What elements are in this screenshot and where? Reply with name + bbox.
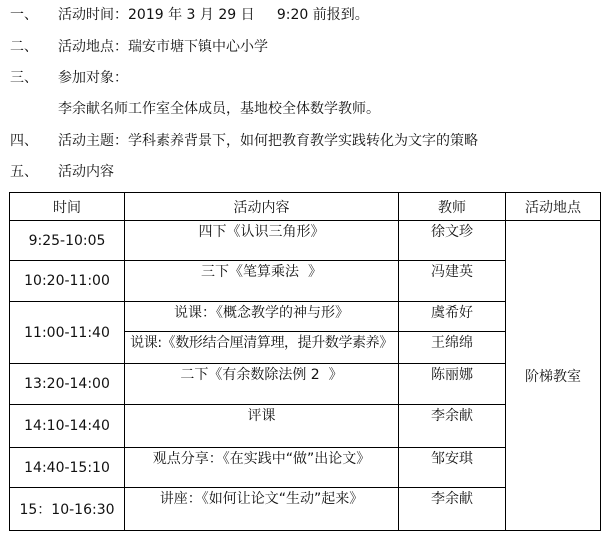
item-text: 活动地点：瑞安市塘下镇中心小学: [58, 39, 268, 55]
item-number: 一、: [10, 7, 38, 23]
header-content: 活动内容: [125, 193, 399, 221]
header-time: 时间: [10, 193, 125, 221]
cell-teacher: 邹安琪: [399, 448, 506, 488]
cell-teacher: 虞希好: [399, 302, 506, 332]
cell-teacher: 陈丽娜: [399, 364, 506, 405]
table-header-row: [10, 193, 601, 221]
cell-time: 15：10-16:30: [10, 488, 125, 531]
cell-teacher: 冯建英: [399, 261, 506, 302]
cell-content: 观点分享：《在实践中“做”出论文》: [125, 448, 399, 488]
item-text: 活动时间：2019 年 3 月 29 日 9:20 前报到。: [58, 7, 369, 23]
cell-content: 四下《认识三角形》: [125, 221, 399, 261]
item-number: 四、: [10, 133, 38, 149]
cell-content: 说课:《数形结合厘清算理，提升数学素养》: [125, 332, 399, 364]
table-row: [10, 221, 601, 261]
header-teacher: 教师: [399, 193, 506, 221]
cell-content: 三下《笔算乘法 》: [125, 261, 399, 302]
cell-time: 9:25-10:05: [10, 221, 125, 261]
cell-time: 10:20-11:00: [10, 261, 125, 302]
cell-teacher: 李余献: [399, 405, 506, 448]
cell-content: 讲座：《如何让论文“生动”起来》: [125, 488, 399, 531]
cell-teacher: 王绵绵: [399, 332, 506, 364]
cell-venue: 阶梯教室: [506, 221, 601, 531]
cell-teacher: 李余献: [399, 488, 506, 531]
item-number: 二、: [10, 39, 38, 55]
cell-time: 11:00-11:40: [10, 302, 125, 364]
item-text: 活动主题：学科素养背景下，如何把教育教学实践转化为文字的策略: [58, 133, 478, 149]
item-text: 活动内容: [58, 164, 114, 180]
cell-time: 14:40-15:10: [10, 448, 125, 488]
item-number: 五、: [10, 164, 38, 180]
cell-content: 说课：《概念教学的神与形》: [125, 302, 399, 332]
item-text: 李余献名师工作室全体成员，基地校全体数学教师。: [58, 101, 380, 117]
item-number: 三、: [10, 70, 38, 86]
item-text: 参加对象：: [58, 70, 128, 86]
schedule-table: [9, 192, 601, 531]
cell-time: 14:10-14:40: [10, 405, 125, 448]
cell-content: 二下《有余数除法例 2 》: [125, 364, 399, 405]
cell-teacher: 徐文珍: [399, 221, 506, 261]
cell-content: 评课: [125, 405, 399, 448]
header-venue: 活动地点: [506, 193, 601, 221]
cell-time: 13:20-14:00: [10, 364, 125, 405]
